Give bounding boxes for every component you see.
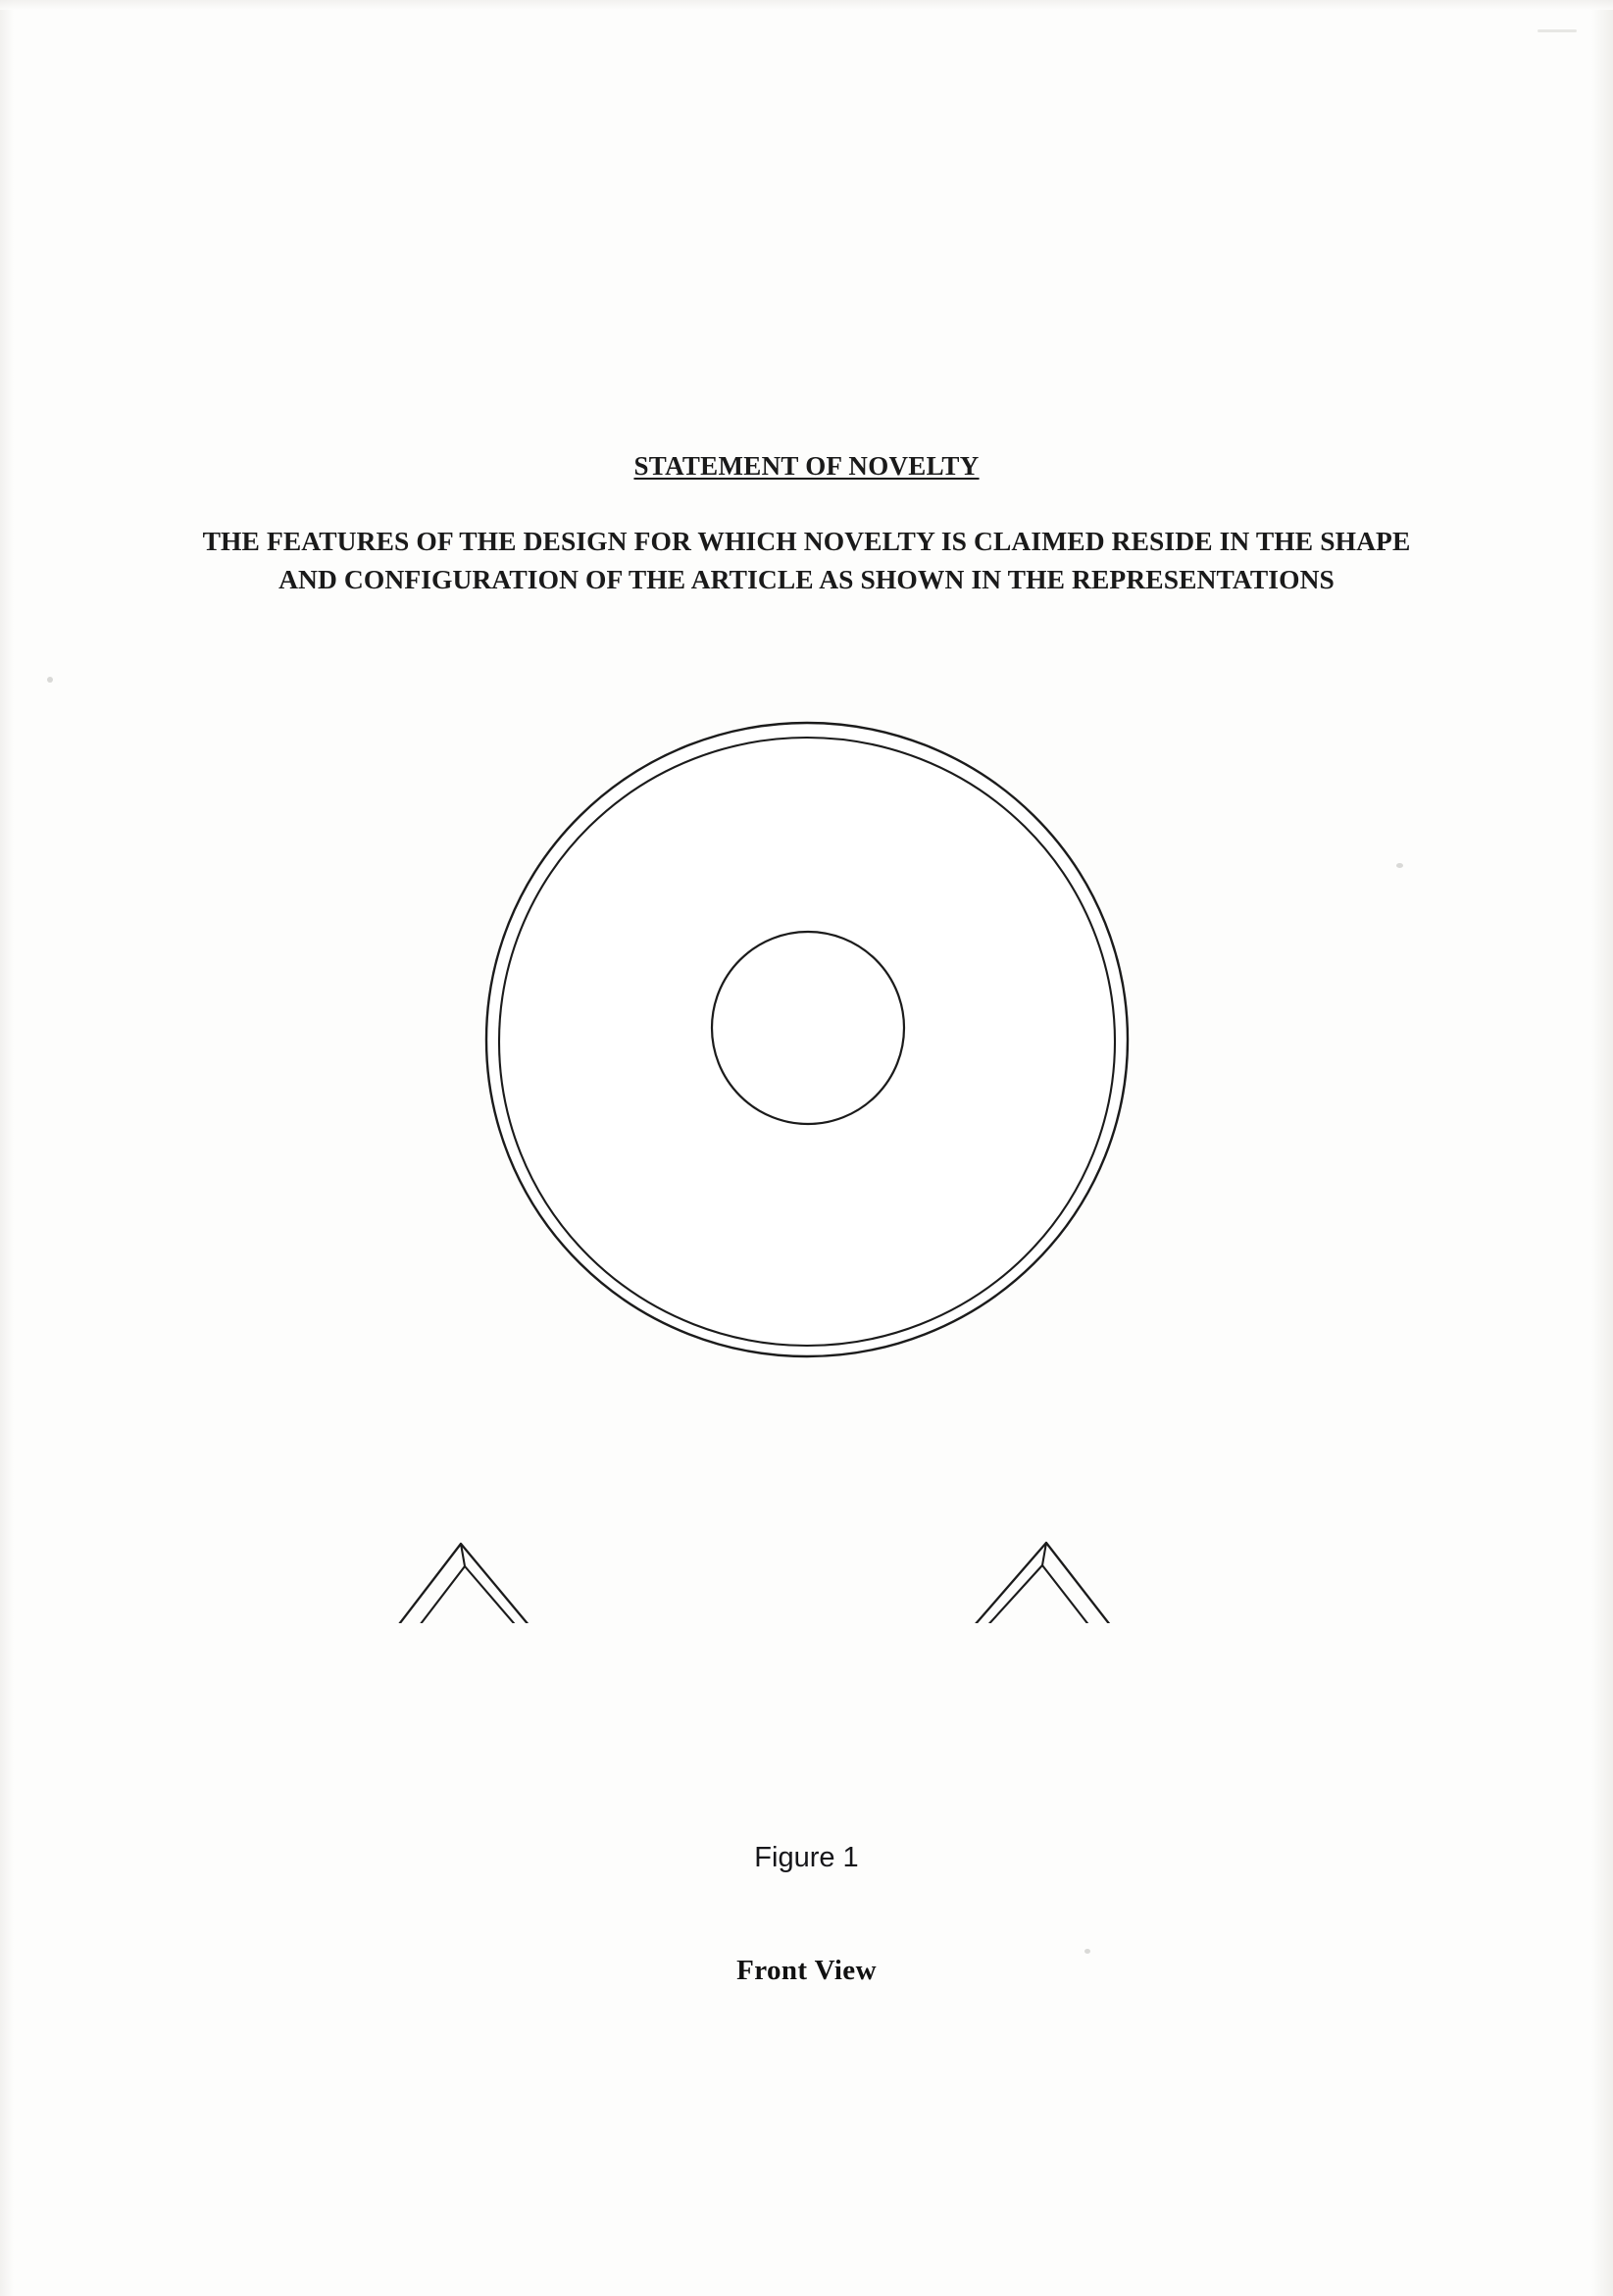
- scan-artifact-speck: [47, 677, 53, 683]
- disc-on-stand-svg: [366, 721, 1248, 1623]
- page-edge-shadow-top: [0, 0, 1613, 10]
- statement-body-line-1: THE FEATURES OF THE DESIGN FOR WHICH NOVELTY IS CLAIMED RESIDE IN THE SHAPE: [202, 526, 1411, 556]
- page-edge-shadow-right: [1591, 0, 1613, 2296]
- stand-inner-profile: [417, 1565, 1090, 1623]
- figure-number-caption: Figure 1: [754, 1842, 859, 1873]
- scan-artifact-speck: [1537, 29, 1577, 32]
- view-name-caption: Front View: [736, 1955, 877, 1986]
- figure-1-drawing: [366, 721, 1248, 1623]
- scan-artifact-speck: [1396, 863, 1403, 868]
- center-hole-circle: [712, 932, 904, 1124]
- statement-of-novelty-heading: [0, 451, 1613, 482]
- statement-of-novelty-body: [175, 522, 1439, 598]
- page-edge-shadow-left: [0, 0, 14, 2296]
- scan-artifact-speck: [1084, 1949, 1090, 1954]
- statement-body-line-2: AND CONFIGURATION OF THE ARTICLE AS SHOWN IN THE REPRESENTATIONS: [278, 564, 1335, 595]
- statement-of-novelty-heading-text: STATEMENT OF NOVELTY: [633, 451, 980, 481]
